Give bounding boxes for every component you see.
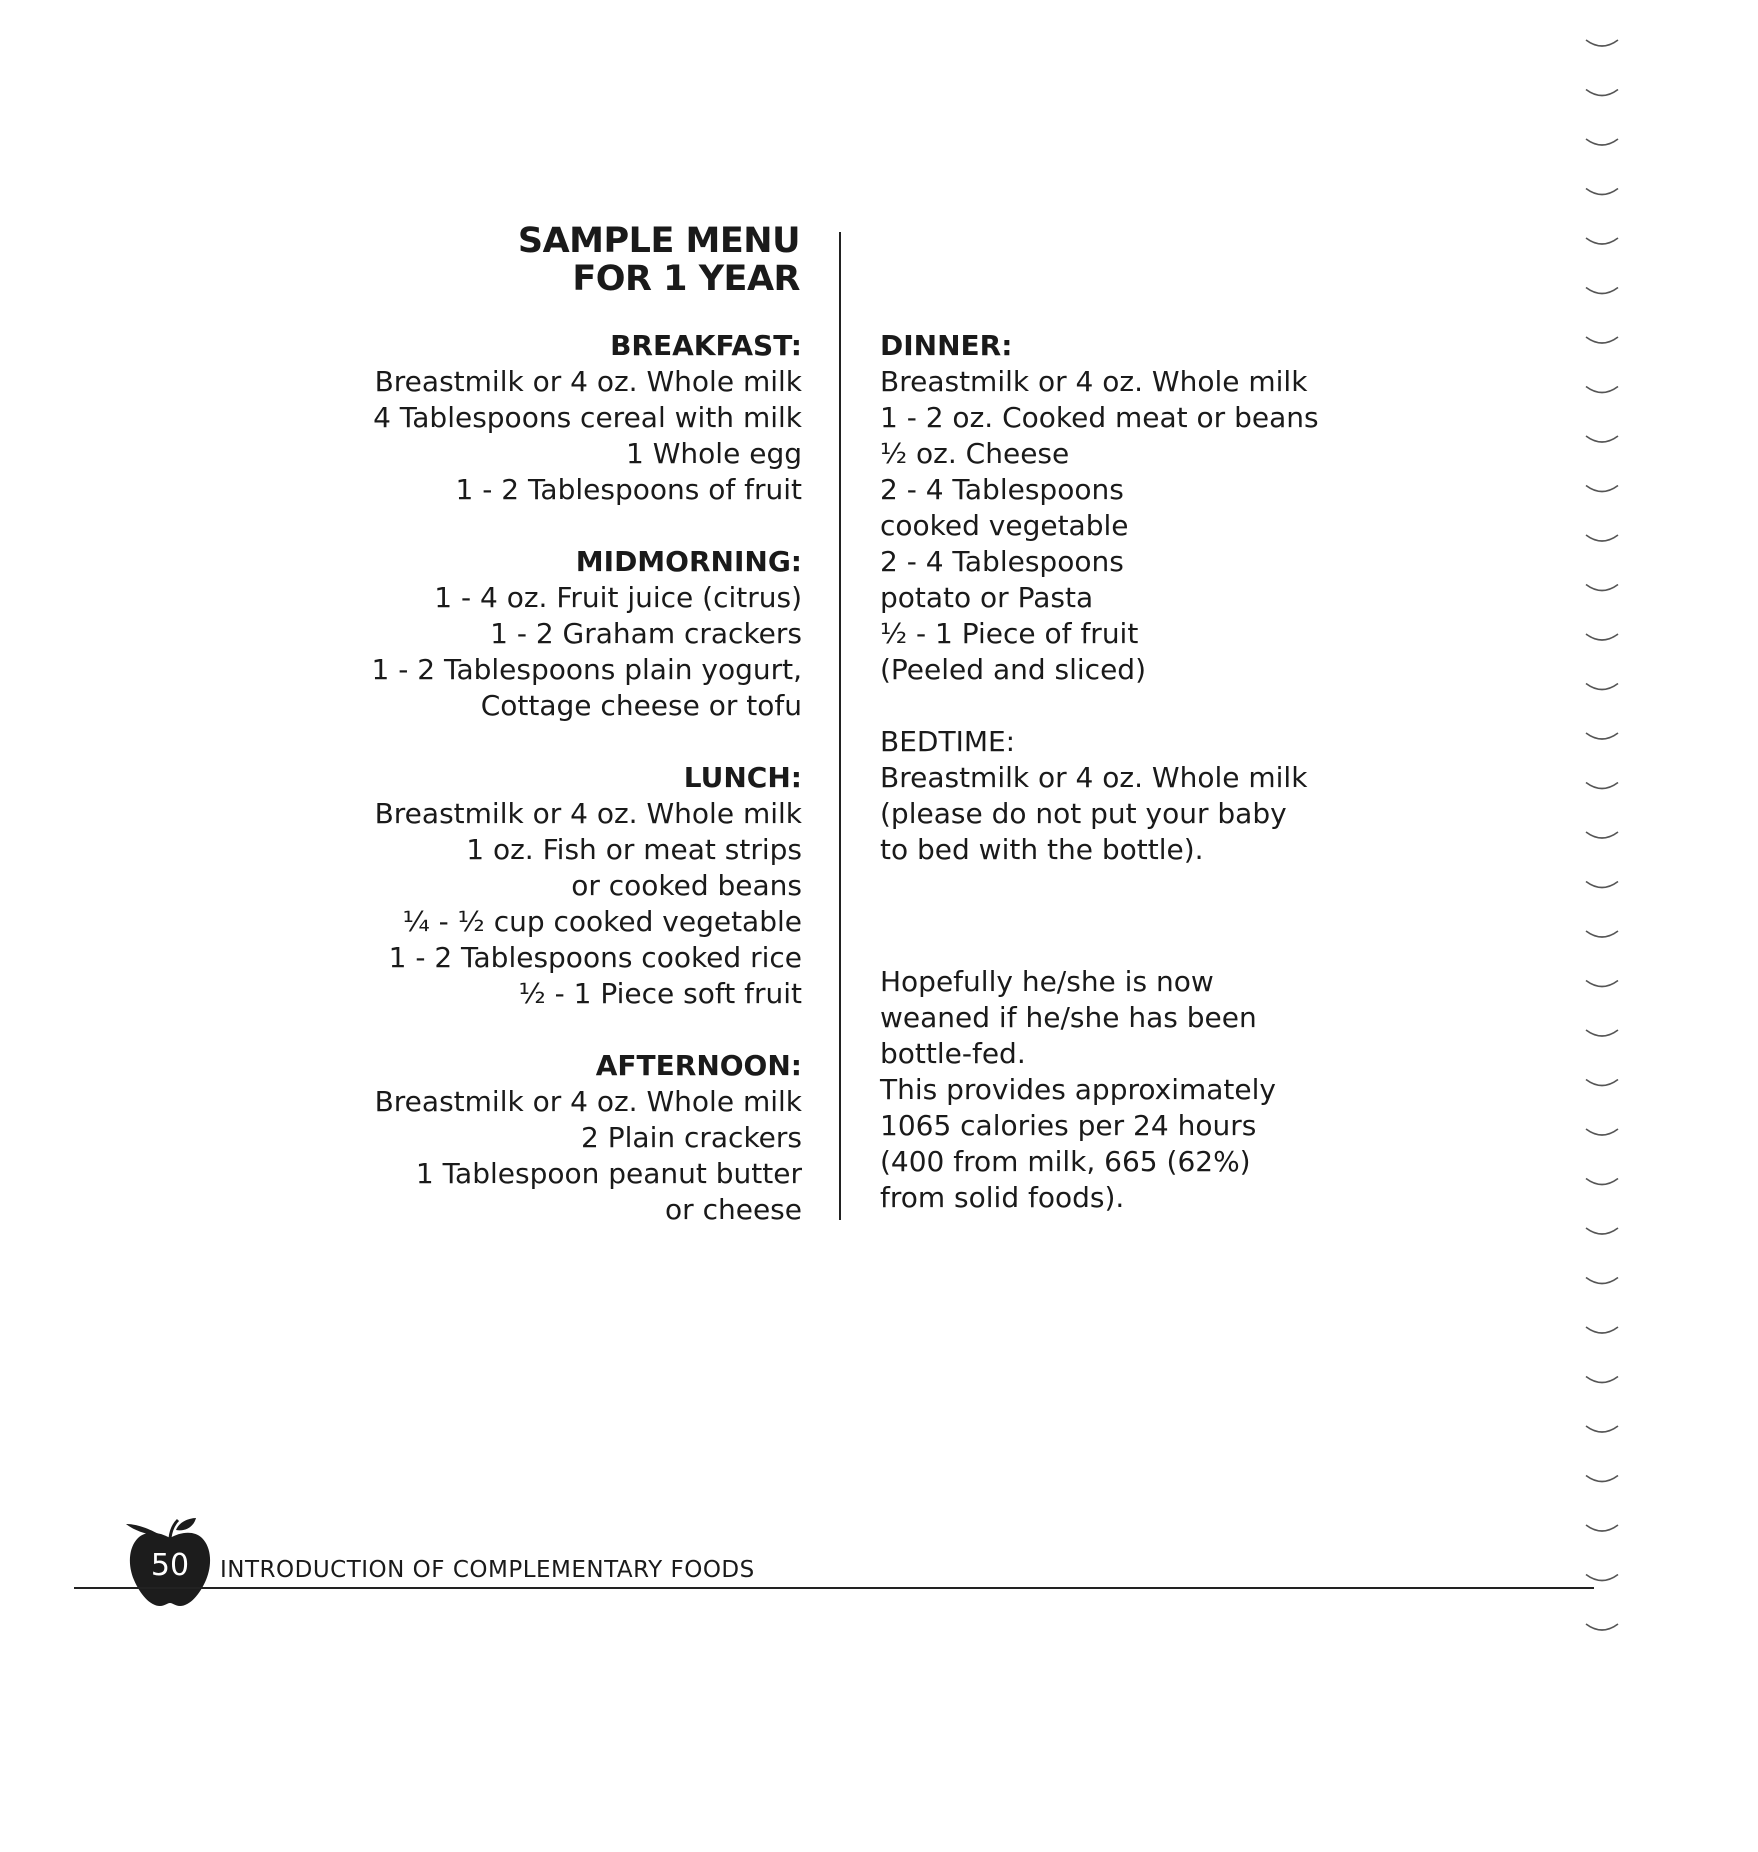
binding-hole-mark: [1586, 1278, 1618, 1284]
binding-hole-mark: [1586, 337, 1618, 343]
binding-hole-mark: [1586, 387, 1618, 393]
binding-hole-mark: [1586, 1426, 1618, 1432]
menu-line: or cooked beans: [571, 869, 802, 902]
menu-line: 1 - 2 Graham crackers: [490, 617, 802, 650]
menu-line: 2 - 4 Tablespoons: [880, 545, 1124, 578]
binding-hole-mark: [1586, 1624, 1618, 1630]
binding-hole-mark: [1586, 90, 1618, 96]
binding-hole-mark: [1586, 1179, 1618, 1185]
menu-line: Breastmilk or 4 oz. Whole milk: [374, 797, 802, 830]
footer-rule: [74, 1587, 1594, 1589]
menu-line: Breastmilk or 4 oz. Whole milk: [880, 761, 1308, 794]
menu-line: 2 Plain crackers: [581, 1121, 802, 1154]
binding-hole-mark: [1586, 139, 1618, 145]
title-line-2: FOR 1 YEAR: [572, 259, 800, 299]
breakfast-section: [302, 328, 802, 508]
left-column: [302, 328, 802, 1264]
menu-line: 1 oz. Fish or meat strips: [466, 833, 802, 866]
menu-line: Breastmilk or 4 oz. Whole milk: [374, 1085, 802, 1118]
binding-hole-mark: [1586, 40, 1618, 46]
binding-hole-mark: [1586, 288, 1618, 294]
afternoon-section: [302, 1048, 802, 1228]
menu-line: (Peeled and sliced): [880, 653, 1146, 686]
menu-line: (please do not put your baby: [880, 797, 1287, 830]
title-line-1: SAMPLE MENU: [517, 221, 800, 261]
binding-hole-mark: [1586, 1327, 1618, 1333]
menu-line: 1 - 2 Tablespoons plain yogurt,: [371, 653, 802, 686]
section-heading: BEDTIME:: [880, 725, 1016, 758]
dinner-section: [880, 328, 1440, 688]
menu-line: Breastmilk or 4 oz. Whole milk: [880, 365, 1308, 398]
note-line: from solid foods).: [880, 1181, 1125, 1214]
binding-hole-mark: [1586, 585, 1618, 591]
menu-line: to bed with the bottle).: [880, 833, 1204, 866]
note-line: bottle-fed.: [880, 1037, 1026, 1070]
menu-line: 2 - 4 Tablespoons: [880, 473, 1124, 506]
note-line: Hopefully he/she is now: [880, 965, 1214, 998]
binding-hole-mark: [1586, 535, 1618, 541]
footer-title: INTRODUCTION OF COMPLEMENTARY FOODS: [220, 1557, 755, 1583]
binding-hole-mark: [1586, 1030, 1618, 1036]
menu-line: 4 Tablespoons cereal with milk: [373, 401, 802, 434]
binding-hole-mark: [1586, 189, 1618, 195]
midmorning-section: [302, 544, 802, 724]
menu-line: 1 - 2 Tablespoons of fruit: [455, 473, 802, 506]
page-title: [518, 222, 800, 298]
menu-line: cooked vegetable: [880, 509, 1129, 542]
menu-line: Cottage cheese or tofu: [480, 689, 802, 722]
binding-hole-mark: [1586, 981, 1618, 987]
binding-hole-mark: [1586, 931, 1618, 937]
binding-hole-mark: [1586, 1228, 1618, 1234]
binding-hole-mark: [1586, 684, 1618, 690]
menu-line: 1 - 4 oz. Fruit juice (citrus): [434, 581, 802, 614]
section-heading: MIDMORNING:: [575, 545, 802, 578]
menu-line: 1 - 2 oz. Cooked meat or beans: [880, 401, 1319, 434]
right-column: [880, 328, 1440, 1216]
binding-hole-mark: [1586, 1377, 1618, 1383]
note-line: weaned if he/she has been: [880, 1001, 1257, 1034]
binding-hole-mark: [1586, 1525, 1618, 1531]
binding-marks: [1580, 30, 1630, 1670]
page-number: 50: [150, 1548, 190, 1583]
binding-hole-mark: [1586, 1129, 1618, 1135]
menu-line: or cheese: [665, 1193, 802, 1226]
binding-hole-mark: [1586, 1575, 1618, 1581]
binding-hole-mark: [1586, 832, 1618, 838]
menu-line: 1 Whole egg: [626, 437, 802, 470]
menu-line: 1 - 2 Tablespoons cooked rice: [388, 941, 802, 974]
menu-line: potato or Pasta: [880, 581, 1094, 614]
section-heading: BREAKFAST:: [610, 329, 802, 362]
menu-line: Breastmilk or 4 oz. Whole milk: [374, 365, 802, 398]
note-line: 1065 calories per 24 hours: [880, 1109, 1257, 1142]
menu-line: ½ - 1 Piece soft fruit: [518, 977, 802, 1010]
calorie-note: [880, 964, 1440, 1216]
binding-hole-mark: [1586, 436, 1618, 442]
note-line: This provides approximately: [880, 1073, 1276, 1106]
binding-hole-mark: [1586, 1080, 1618, 1086]
binding-hole-mark: [1586, 238, 1618, 244]
menu-line: 1 Tablespoon peanut butter: [415, 1157, 802, 1190]
section-heading: DINNER:: [880, 329, 1013, 362]
binding-hole-mark: [1586, 1476, 1618, 1482]
menu-line: ½ - 1 Piece of fruit: [880, 617, 1139, 650]
binding-hole-mark: [1586, 733, 1618, 739]
menu-line: ¼ - ½ cup cooked vegetable: [402, 905, 802, 938]
lunch-section: [302, 760, 802, 1012]
section-heading: AFTERNOON:: [595, 1049, 802, 1082]
note-line: (400 from milk, 665 (62%): [880, 1145, 1251, 1178]
menu-line: ½ oz. Cheese: [880, 437, 1070, 470]
binding-hole-mark: [1586, 634, 1618, 640]
bedtime-section: [880, 724, 1440, 868]
column-divider: [839, 232, 841, 1220]
binding-hole-mark: [1586, 882, 1618, 888]
section-heading: LUNCH:: [683, 761, 802, 794]
binding-hole-mark: [1586, 486, 1618, 492]
binding-hole-mark: [1586, 783, 1618, 789]
